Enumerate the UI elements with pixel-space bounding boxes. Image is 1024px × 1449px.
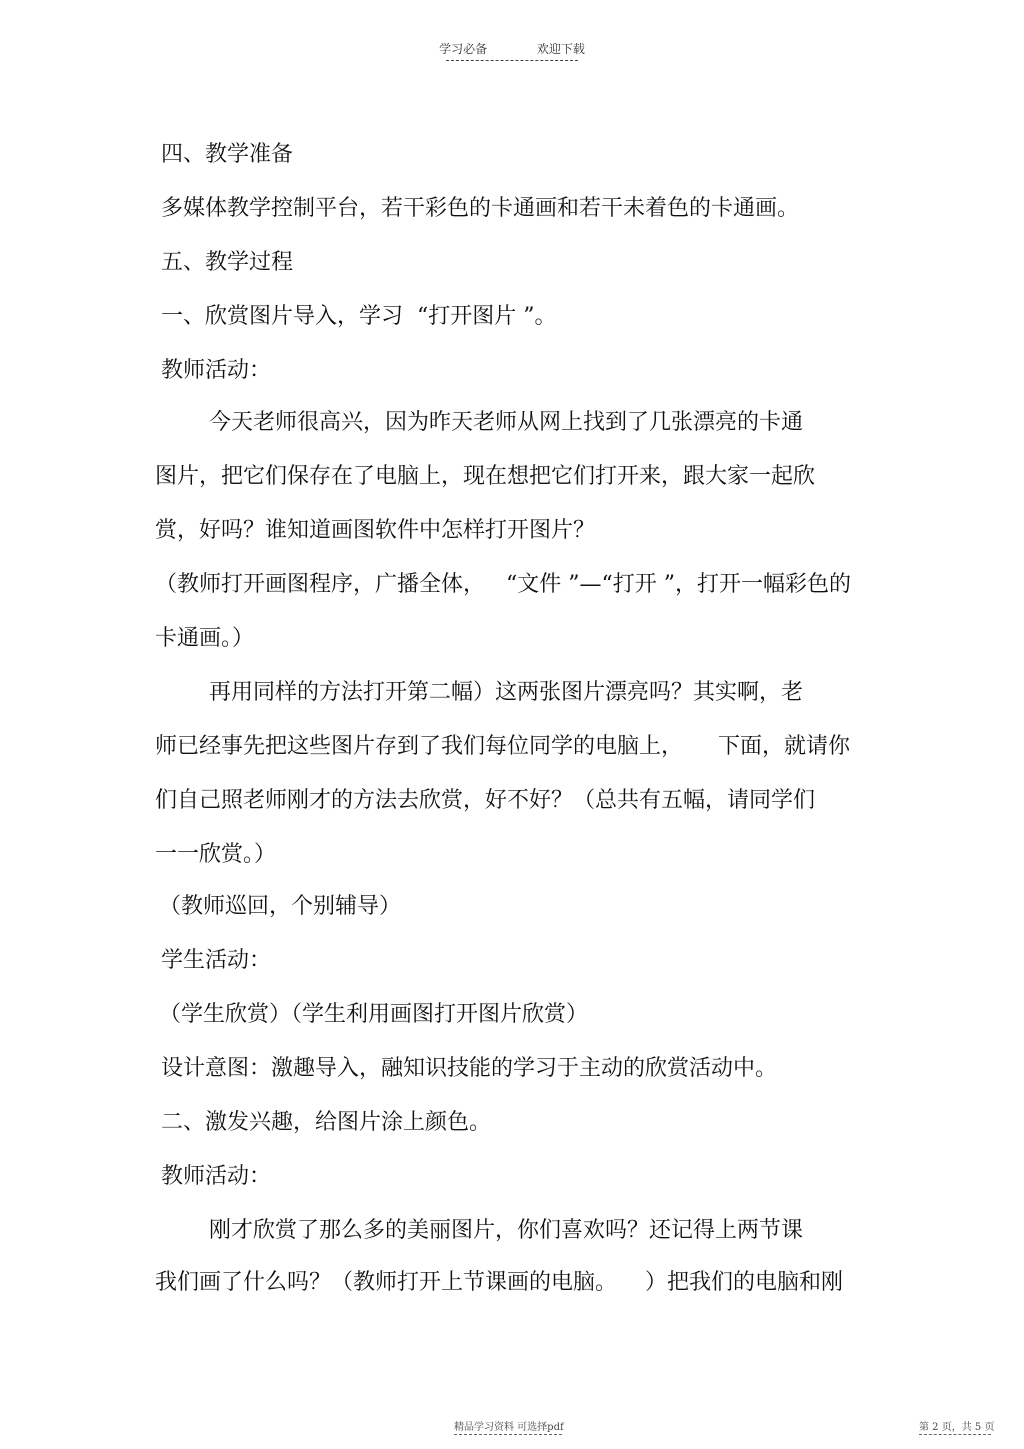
body-line: （教师巡回，个别辅导） — [159, 894, 402, 919]
body-line: 们自己照老师刚才的方法去欣赏，好不好？（总共有五幅，请同学们 — [155, 788, 816, 813]
activity-label: 教师活动： — [161, 1164, 272, 1189]
section-heading-process: 五、教学过程 — [161, 250, 294, 275]
footer-page-number: 第 2 页，共 5 页 — [919, 1422, 995, 1433]
header-right-text: 欢迎下载 — [536, 42, 585, 56]
body-line: （学生欣赏）（学生利用画图打开图片欣赏） — [159, 1002, 589, 1027]
body-line: 图片，把它们保存在了电脑上，现在想把它们打开来，跟大家一起欣 — [155, 464, 816, 489]
body-line: 再用同样的方法打开第二幅）这两张图片漂亮吗？其实啊，老 — [209, 680, 804, 705]
footer-left-rule — [454, 1434, 562, 1435]
activity-label: 教师活动： — [161, 358, 272, 383]
body-line: 师已经事先把这些图片存到了我们每位同学的电脑上， 下面，就请你 — [155, 734, 850, 759]
body-line: （教师打开画图程序，广播全体， “文件 ”—“打开 ”，打开一幅彩色的 — [155, 572, 851, 597]
body-line: 我们画了什么吗？（教师打开上节课画的电脑。 ）把我们的电脑和刚 — [155, 1270, 843, 1295]
body-line: 赏，好吗？谁知道画图软件中怎样打开图片？ — [155, 518, 596, 543]
page-header — [0, 40, 1024, 57]
body-line: 卡通画。） — [155, 626, 255, 651]
subsection-heading-2: 二、激发兴趣，给图片涂上颜色。 — [161, 1110, 492, 1135]
activity-label: 学生活动： — [161, 948, 272, 973]
footer-left-text: 精品学习资料 可选择pdf — [454, 1422, 564, 1433]
section-heading-preparation: 四、教学准备 — [161, 142, 294, 167]
body-line: 刚才欣赏了那么多的美丽图片，你们喜欢吗？还记得上两节课 — [209, 1218, 804, 1243]
body-line: 一一欣赏。） — [155, 842, 277, 867]
subsection-heading-1: 一、欣赏图片导入，学习 “打开图片 ”。 — [161, 304, 557, 329]
header-dashed-rule — [446, 60, 578, 61]
body-line: 今天老师很高兴，因为昨天老师从网上找到了几张漂亮的卡通 — [209, 410, 804, 435]
header-left-text: 学习必备 — [439, 42, 488, 56]
footer-right-rule — [919, 1434, 991, 1435]
body-line: 多媒体教学控制平台，若干彩色的卡通画和若干未着色的卡通画。 — [161, 196, 800, 221]
design-intent-line: 设计意图：激趣导入，融知识技能的学习于主动的欣赏活动中。 — [161, 1056, 778, 1081]
